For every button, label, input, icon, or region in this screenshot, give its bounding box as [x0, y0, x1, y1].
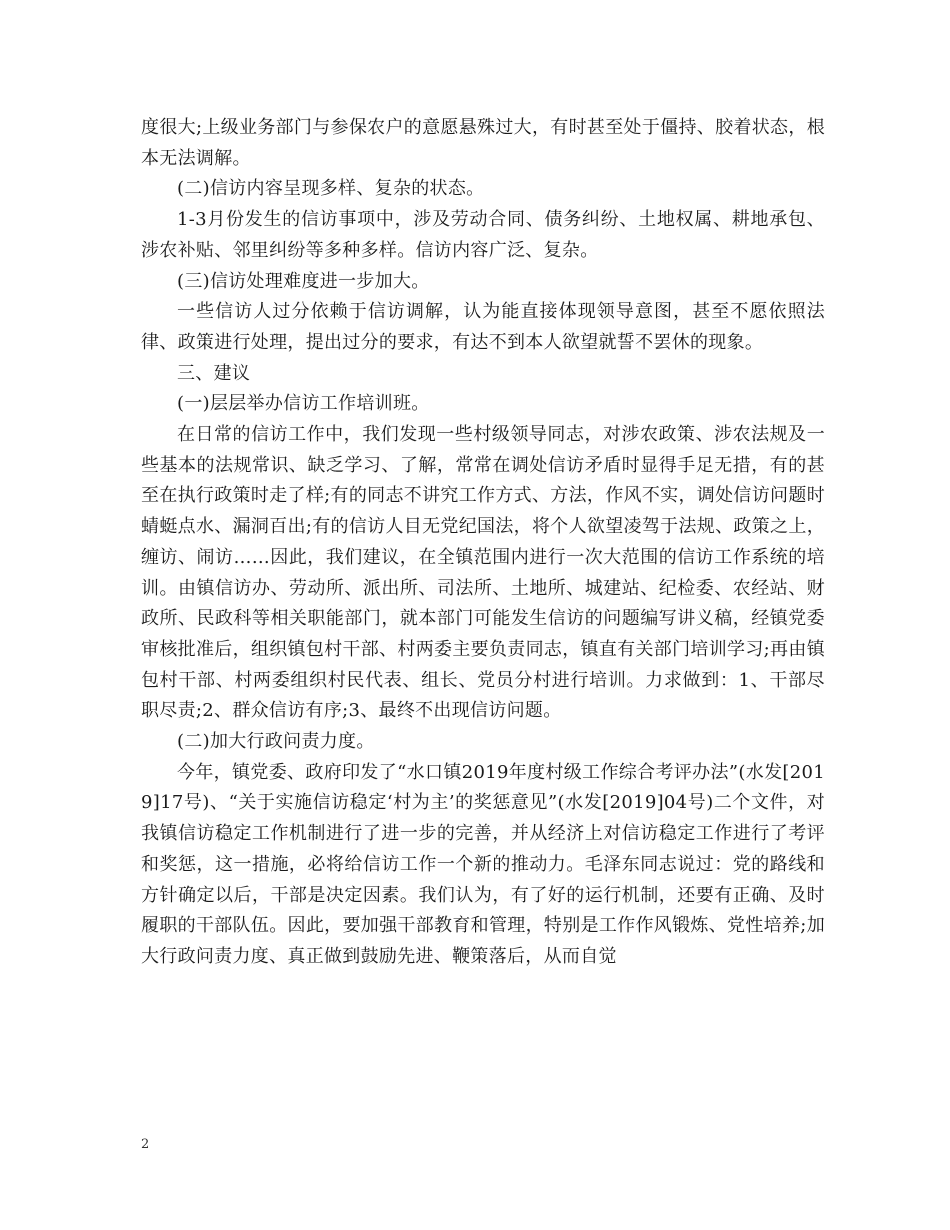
section-heading-suggestions: 三、建议	[177, 362, 251, 384]
paragraph-continuation: 度很大;上级业务部门与参保农户的意愿悬殊过大，有时甚至处于僵持、胶着状态，根本无法调解。	[141, 117, 825, 169]
paragraph-accountability-detail: 今年，镇党委、政府印发了“水口镇2019年度村级工作综合考评办法”(水发[2019]17号)、“关于实施信访稳定‘村为主’的奖惩意见”(水发[2019]04号)二个文件，对我镇信访稳定工作机制进行了进一步的完善，并从经济上对信访稳定工作进行了考评和奖惩，这一措施，必将给信访工作一个新的推动力。毛泽东同志说过：党的路线和方针确定以后，干部是决定因素。我们认为，有了好的运行机制，还要有正确、及时履职的干部队伍。因此，要加强干部教育和管理，特别是工作作风锻炼、党性培养;加大行政问责力度、真正做到鼓励先进、鞭策落后，从而自觉	[141, 761, 825, 967]
paragraph-over-reliance: 一些信访人过分依赖于信访调解，认为能直接体现领导意图，甚至不愿依照法律、政策进行处理，提出过分的要求，有达不到本人欲望就誓不罢休的现象。	[141, 301, 825, 353]
subheading-accountability: (二)加大行政问责力度。	[177, 731, 375, 753]
document-body	[141, 113, 825, 973]
subheading-training: (一)层层举办信访工作培训班。	[177, 393, 430, 415]
subheading-diverse-content: (二)信访内容呈现多样、复杂的状态。	[177, 178, 485, 200]
subheading-difficulty-increase: (三)信访处理难度进一步加大。	[177, 270, 430, 292]
paragraph-petition-matters: 1-3月份发生的信访事项中，涉及劳动合同、债务纠纷、土地权属、耕地承包、涉农补贴、邻里纠纷等多种多样。信访内容广泛、复杂。	[141, 209, 825, 261]
paragraph-training-detail: 在日常的信访工作中，我们发现一些村级领导同志，对涉农政策、涉农法规及一些基本的法规常识、缺乏学习、了解，常常在调处信访矛盾时显得手足无措，有的甚至在执行政策时走了样;有的同志不讲究工作方式、方法，作风不实，调处信访问题时蜻蜓点水、漏洞百出;有的信访人目无党纪国法，将个人欲望凌驾于法规、政策之上，缠访、闹访……因此，我们建议，在全镇范围内进行一次大范围的信访工作系统的培训。由镇信访办、劳动所、派出所、司法所、土地所、城建站、纪检委、农经站、财政所、民政科等相关职能部门，就本部门可能发生信访的问题编写讲义稿，经镇党委审核批准后，组织镇包村干部、村两委主要负责同志，镇直有关部门培训学习;再由镇包村干部、村两委组织村民代表、组长、党员分村进行培训。力求做到：1、干部尽职尽责;2、群众信访有序;3、最终不出现信访问题。	[141, 424, 825, 722]
page-number: 2	[141, 1137, 150, 1152]
